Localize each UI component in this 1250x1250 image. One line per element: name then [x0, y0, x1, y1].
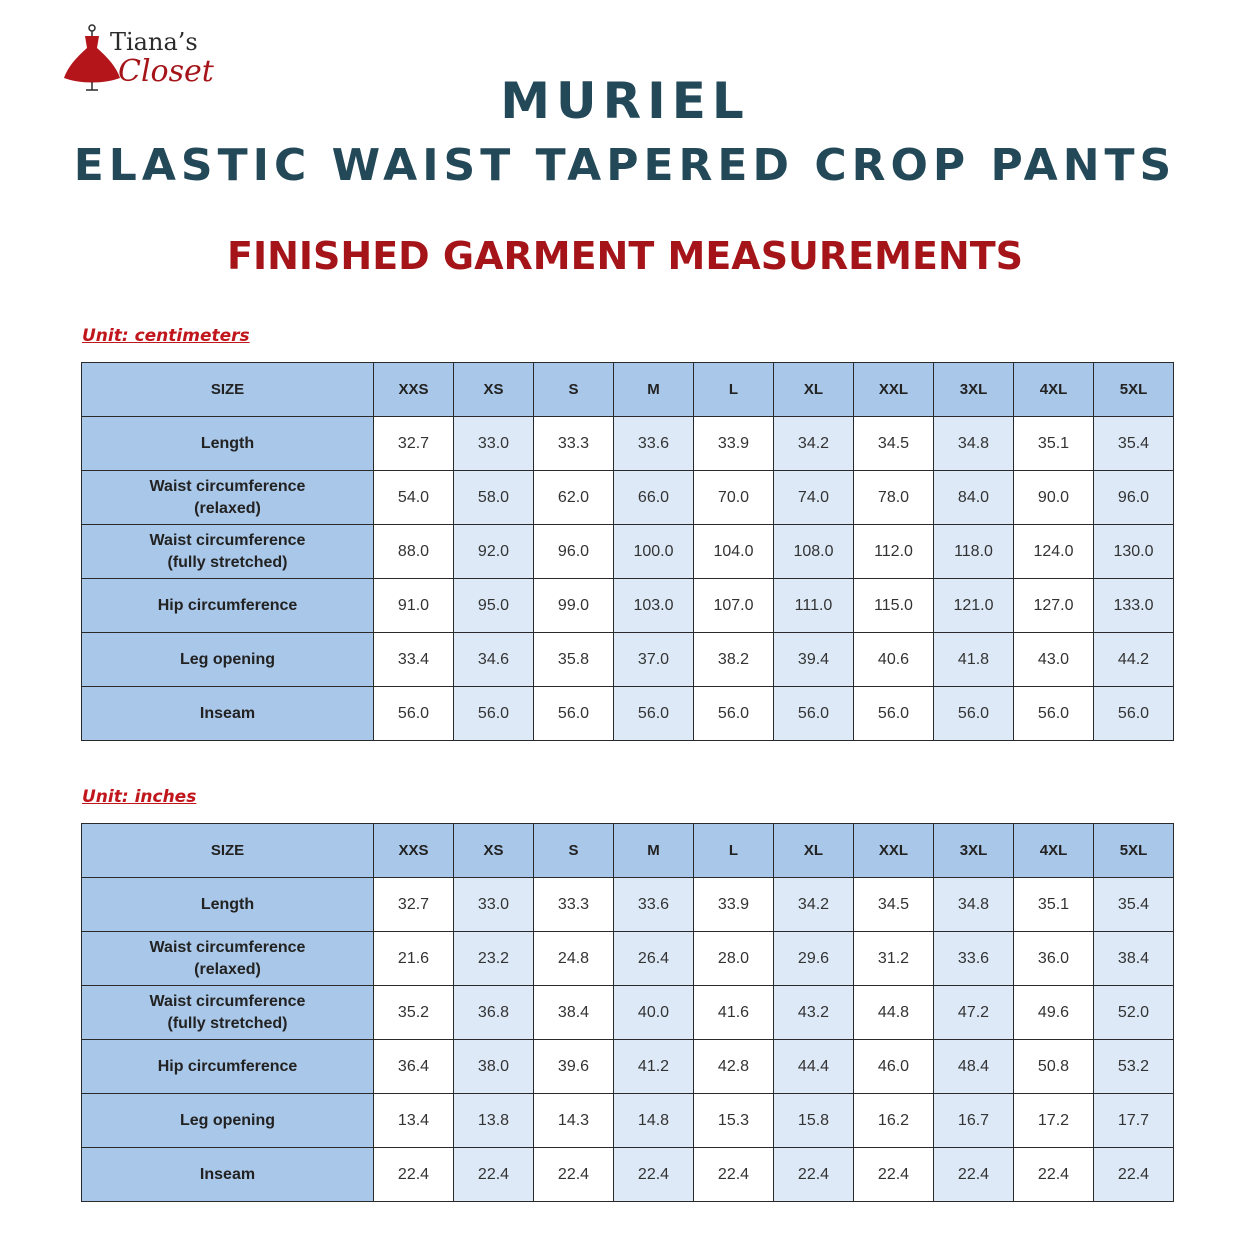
row-label — [82, 687, 374, 741]
size-header-cell: XXS — [374, 363, 454, 417]
size-header-cell: 4XL — [1014, 824, 1094, 878]
measurement-cell: 34.8 — [934, 417, 1014, 471]
size-header-cell: XS — [454, 363, 534, 417]
measurement-cell: 34.5 — [854, 878, 934, 932]
measurement-cell: 56.0 — [934, 687, 1014, 741]
size-header-cell: M — [614, 824, 694, 878]
measurement-cell: 32.7 — [374, 417, 454, 471]
measurement-cell: 17.2 — [1014, 1094, 1094, 1148]
measurement-cell: 34.2 — [774, 878, 854, 932]
row-label — [82, 579, 374, 633]
measurement-cell: 88.0 — [374, 525, 454, 579]
measurement-cell: 111.0 — [774, 579, 854, 633]
row-label — [82, 878, 374, 932]
row-label-text: (fully stretched) — [167, 553, 288, 571]
size-header-cell: S — [534, 824, 614, 878]
measurement-cell: 48.4 — [934, 1040, 1014, 1094]
table-header-row — [82, 363, 1174, 417]
row-label-text: Inseam — [199, 1165, 256, 1183]
measurement-cell: 112.0 — [854, 525, 934, 579]
measurement-cell: 100.0 — [614, 525, 694, 579]
measurement-cell: 44.2 — [1094, 633, 1174, 687]
logo-text-bottom: Closet — [118, 54, 214, 89]
measurement-cell: 40.0 — [614, 986, 694, 1040]
row-label-text: Inseam — [199, 704, 256, 722]
measurement-cell: 47.2 — [934, 986, 1014, 1040]
measurement-cell: 22.4 — [694, 1148, 774, 1202]
measurement-cell: 62.0 — [534, 471, 614, 525]
measurement-cell: 41.2 — [614, 1040, 694, 1094]
measurement-cell: 115.0 — [854, 579, 934, 633]
measurement-cell: 95.0 — [454, 579, 534, 633]
measurement-cell: 104.0 — [694, 525, 774, 579]
row-label-text: Waist circumference — [149, 992, 306, 1010]
size-header-cell: XXL — [854, 363, 934, 417]
measurement-cell: 42.8 — [694, 1040, 774, 1094]
measurement-cell: 35.4 — [1094, 417, 1174, 471]
measurement-cell: 56.0 — [1094, 687, 1174, 741]
measurement-cell: 103.0 — [614, 579, 694, 633]
size-header-cell: XL — [774, 824, 854, 878]
row-label — [82, 932, 374, 986]
measurement-cell: 43.2 — [774, 986, 854, 1040]
unit-label-centimeters: Unit: centimeters — [82, 326, 250, 346]
measurement-cell: 33.6 — [614, 878, 694, 932]
row-label-text: Waist circumference — [149, 938, 306, 956]
table-row — [82, 579, 1174, 633]
measurement-cell: 108.0 — [774, 525, 854, 579]
measurement-cell: 36.4 — [374, 1040, 454, 1094]
measurement-cell: 22.4 — [534, 1148, 614, 1202]
table-row — [82, 986, 1174, 1040]
measurement-cell: 13.8 — [454, 1094, 534, 1148]
size-header-cell: XXS — [374, 824, 454, 878]
measurement-cell: 39.6 — [534, 1040, 614, 1094]
size-header-cell: XS — [454, 824, 534, 878]
measurement-cell: 33.6 — [614, 417, 694, 471]
size-header-cell: 5XL — [1094, 363, 1174, 417]
measurement-cell: 56.0 — [854, 687, 934, 741]
size-header-cell: 4XL — [1014, 363, 1094, 417]
size-header-cell: XXL — [854, 824, 934, 878]
measurement-cell: 34.8 — [934, 878, 1014, 932]
row-label-text: (fully stretched) — [167, 1014, 288, 1032]
measurement-cell: 32.7 — [374, 878, 454, 932]
measurement-cell: 56.0 — [374, 687, 454, 741]
row-label — [82, 986, 374, 1040]
measurement-cell: 35.1 — [1014, 417, 1094, 471]
measurement-cell: 38.0 — [454, 1040, 534, 1094]
measurement-cell: 130.0 — [1094, 525, 1174, 579]
measurement-cell: 36.0 — [1014, 932, 1094, 986]
measurement-cell: 124.0 — [1014, 525, 1094, 579]
measurement-cell: 33.0 — [454, 878, 534, 932]
measurement-cell: 36.8 — [454, 986, 534, 1040]
row-label — [82, 471, 374, 525]
table-row — [82, 1148, 1174, 1202]
row-label-text: Waist circumference — [149, 477, 306, 495]
measurement-cell: 66.0 — [614, 471, 694, 525]
measurement-cell: 52.0 — [1094, 986, 1174, 1040]
row-label — [82, 1148, 374, 1202]
measurement-cell: 58.0 — [454, 471, 534, 525]
measurement-cell: 38.4 — [1094, 932, 1174, 986]
measurement-cell: 56.0 — [1014, 687, 1094, 741]
measurement-cell: 78.0 — [854, 471, 934, 525]
table-row — [82, 932, 1174, 986]
measurement-cell: 15.3 — [694, 1094, 774, 1148]
measurement-cell: 35.4 — [1094, 878, 1174, 932]
measurement-cell: 43.0 — [1014, 633, 1094, 687]
size-header-cell: L — [694, 824, 774, 878]
size-header-cell: 5XL — [1094, 824, 1174, 878]
measurement-cell: 33.0 — [454, 417, 534, 471]
measurement-cell: 22.4 — [454, 1148, 534, 1202]
measurement-cell: 14.3 — [534, 1094, 614, 1148]
measurement-cell: 34.2 — [774, 417, 854, 471]
size-header-cell: S — [534, 363, 614, 417]
size-header-cell: XL — [774, 363, 854, 417]
table-row — [82, 633, 1174, 687]
measurement-cell: 70.0 — [694, 471, 774, 525]
measurements-table-centimeters — [81, 362, 1174, 741]
measurement-cell: 121.0 — [934, 579, 1014, 633]
table-row — [82, 525, 1174, 579]
unit-label-inches: Unit: inches — [82, 787, 197, 807]
measurement-cell: 22.4 — [1014, 1148, 1094, 1202]
product-title: MURIEL — [500, 72, 750, 130]
measurement-cell: 84.0 — [934, 471, 1014, 525]
measurement-cell: 16.2 — [854, 1094, 934, 1148]
row-label-text: Waist circumference — [149, 531, 306, 549]
measurement-cell: 91.0 — [374, 579, 454, 633]
measurement-cell: 39.4 — [774, 633, 854, 687]
measurement-cell: 56.0 — [614, 687, 694, 741]
section-heading: FINISHED GARMENT MEASUREMENTS — [226, 234, 1023, 278]
measurement-cell: 33.9 — [694, 878, 774, 932]
size-column-header: SIZE — [82, 363, 374, 417]
measurement-cell: 96.0 — [1094, 471, 1174, 525]
measurement-cell: 33.3 — [534, 417, 614, 471]
logo-text-top: Tiana’s — [110, 28, 198, 56]
measurement-cell: 107.0 — [694, 579, 774, 633]
measurement-cell: 90.0 — [1014, 471, 1094, 525]
row-label-text: Length — [200, 895, 255, 913]
row-label — [82, 633, 374, 687]
measurement-cell: 54.0 — [374, 471, 454, 525]
row-label-text: Leg opening — [179, 650, 276, 668]
measurement-cell: 22.4 — [1094, 1148, 1174, 1202]
measurement-cell: 34.6 — [454, 633, 534, 687]
measurement-cell: 118.0 — [934, 525, 1014, 579]
measurement-cell: 33.4 — [374, 633, 454, 687]
measurement-cell: 22.4 — [774, 1148, 854, 1202]
measurement-cell: 44.4 — [774, 1040, 854, 1094]
table-row — [82, 687, 1174, 741]
table-row — [82, 1040, 1174, 1094]
table-row — [82, 878, 1174, 932]
measurement-cell: 56.0 — [534, 687, 614, 741]
measurement-cell: 99.0 — [534, 579, 614, 633]
table-row — [82, 1094, 1174, 1148]
measurement-cell: 35.8 — [534, 633, 614, 687]
row-label-text: (relaxed) — [194, 960, 261, 978]
measurements-table-inches — [81, 823, 1174, 1202]
measurement-cell: 92.0 — [454, 525, 534, 579]
row-label-text: (relaxed) — [194, 499, 261, 517]
measurement-cell: 34.5 — [854, 417, 934, 471]
measurement-cell: 26.4 — [614, 932, 694, 986]
measurement-cell: 14.8 — [614, 1094, 694, 1148]
measurement-cell: 16.7 — [934, 1094, 1014, 1148]
measurement-cell: 28.0 — [694, 932, 774, 986]
row-label-text: Leg opening — [179, 1111, 276, 1129]
measurement-cell: 22.4 — [854, 1148, 934, 1202]
row-label-text: Hip circumference — [157, 1057, 298, 1075]
size-header-cell: M — [614, 363, 694, 417]
measurement-cell: 21.6 — [374, 932, 454, 986]
measurement-cell: 35.2 — [374, 986, 454, 1040]
measurement-cell: 33.6 — [934, 932, 1014, 986]
measurement-cell: 15.8 — [774, 1094, 854, 1148]
measurement-cell: 29.6 — [774, 932, 854, 986]
measurement-cell: 56.0 — [694, 687, 774, 741]
measurement-cell: 49.6 — [1014, 986, 1094, 1040]
measurement-cell: 13.4 — [374, 1094, 454, 1148]
size-header-cell: 3XL — [934, 824, 1014, 878]
measurement-cell: 33.9 — [694, 417, 774, 471]
row-label — [82, 525, 374, 579]
measurement-cell: 41.8 — [934, 633, 1014, 687]
measurement-cell: 22.4 — [934, 1148, 1014, 1202]
measurement-cell: 56.0 — [454, 687, 534, 741]
measurement-cell: 41.6 — [694, 986, 774, 1040]
measurement-cell: 23.2 — [454, 932, 534, 986]
measurement-cell: 40.6 — [854, 633, 934, 687]
measurement-cell: 133.0 — [1094, 579, 1174, 633]
measurement-cell: 35.1 — [1014, 878, 1094, 932]
measurement-cell: 44.8 — [854, 986, 934, 1040]
measurement-cell: 46.0 — [854, 1040, 934, 1094]
measurement-cell: 22.4 — [374, 1148, 454, 1202]
table-row — [82, 471, 1174, 525]
row-label — [82, 1040, 374, 1094]
measurement-cell: 56.0 — [774, 687, 854, 741]
measurement-cell: 37.0 — [614, 633, 694, 687]
size-column-header: SIZE — [82, 824, 374, 878]
measurement-cell: 96.0 — [534, 525, 614, 579]
measurement-cell: 38.4 — [534, 986, 614, 1040]
size-header-cell: L — [694, 363, 774, 417]
row-label — [82, 417, 374, 471]
measurement-cell: 22.4 — [614, 1148, 694, 1202]
measurement-cell: 53.2 — [1094, 1040, 1174, 1094]
measurement-cell: 38.2 — [694, 633, 774, 687]
measurement-cell: 24.8 — [534, 932, 614, 986]
size-header-cell: 3XL — [934, 363, 1014, 417]
row-label — [82, 1094, 374, 1148]
product-subtitle: ELASTIC WAIST TAPERED CROP PANTS — [73, 140, 1177, 191]
measurement-cell: 33.3 — [534, 878, 614, 932]
measurement-cell: 31.2 — [854, 932, 934, 986]
measurement-cell: 17.7 — [1094, 1094, 1174, 1148]
table-row — [82, 417, 1174, 471]
table-header-row — [82, 824, 1174, 878]
measurement-cell: 74.0 — [774, 471, 854, 525]
measurement-cell: 50.8 — [1014, 1040, 1094, 1094]
row-label-text: Hip circumference — [157, 596, 298, 614]
measurement-cell: 127.0 — [1014, 579, 1094, 633]
row-label-text: Length — [200, 434, 255, 452]
